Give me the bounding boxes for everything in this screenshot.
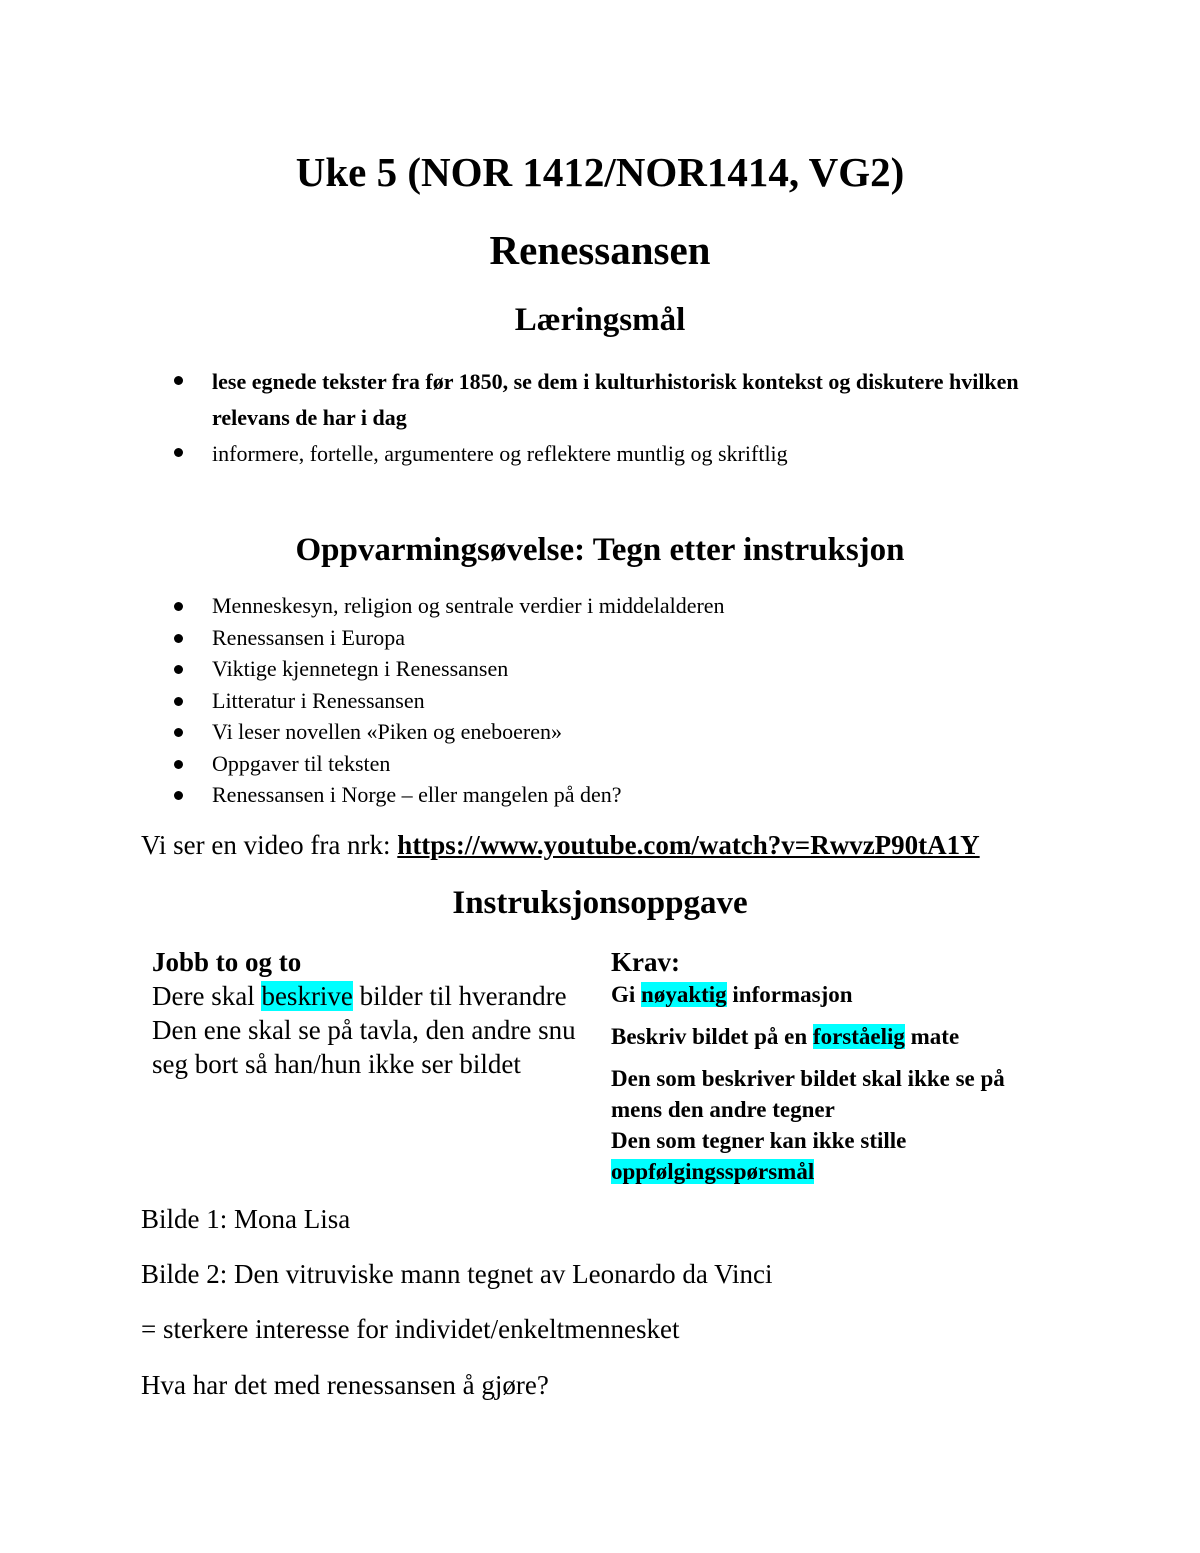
bullet-icon — [174, 602, 183, 611]
paragraph-conclusion: = sterkere interesse for individet/enkeltmennesket — [141, 1314, 680, 1344]
video-intro-text: Vi ser en video fra nrk: — [141, 830, 398, 860]
warmup-heading: Oppvarmingsøvelse: Tegn etter instruksjon — [295, 532, 905, 568]
task-left-column — [152, 945, 582, 1081]
page-subtitle: Renessansen — [489, 227, 711, 273]
list-item: Renessansen i Norge – eller mangelen på den? — [174, 779, 1054, 811]
list-item: Renessansen i Europa — [174, 622, 1054, 654]
list-item: Vi leser novellen «Piken og eneboeren» — [174, 716, 1054, 748]
goals-heading: Læringsmål — [514, 302, 686, 338]
left-instruction-1: Dere skal beskrive bilder til hverandre — [152, 981, 567, 1011]
paragraph-picture-2: Bilde 2: Den vitruviske mann tegnet av Leonardo da Vinci — [141, 1259, 773, 1289]
goals-list — [174, 364, 1054, 472]
requirement-4: Den som tegner kan ikke stille oppfølgingsspørsmål — [611, 1128, 907, 1184]
paragraph-picture-1: Bilde 1: Mona Lisa — [141, 1204, 351, 1234]
right-column-title: Krav: — [611, 947, 680, 977]
bullet-icon — [174, 448, 183, 457]
highlighted-word: oppfølgingsspørsmål — [611, 1159, 815, 1184]
requirement-3: Den som beskriver bildet skal ikke se på mens den andre tegner — [611, 1066, 1005, 1122]
list-item: Menneskesyn, religion og sentrale verdier i middelalderen — [174, 590, 1054, 622]
task-right-column — [611, 945, 1061, 1187]
bullet-icon — [174, 728, 183, 737]
bullet-icon — [174, 791, 183, 800]
highlighted-word: forståelig — [812, 1024, 905, 1049]
list-item: informere, fortelle, argumentere og reflektere muntlig og skriftlig — [174, 436, 1054, 472]
paragraph-question: Hva har det med renessansen å gjøre? — [141, 1370, 549, 1400]
page-title: Uke 5 (NOR 1412/NOR1414, VG2) — [295, 149, 905, 195]
left-column-title: Jobb to og to — [152, 947, 302, 977]
list-item: Oppgaver til teksten — [174, 748, 1054, 780]
bullet-icon — [174, 634, 183, 643]
left-instruction-2: Den ene skal se på tavla, den andre snu seg bort så han/hun ikke ser bildet — [152, 1015, 576, 1079]
video-link[interactable]: https://www.youtube.com/watch?v=RwvzP90tA1Y — [397, 830, 980, 860]
video-line — [141, 828, 980, 862]
bullet-icon — [174, 697, 183, 706]
highlighted-word: nøyaktig — [641, 982, 727, 1007]
list-item: lese egnede tekster fra før 1850, se dem i kulturhistorisk kontekst og diskutere hvilken relevans de har i dag — [174, 364, 1054, 436]
list-item: Litteratur i Renessansen — [174, 685, 1054, 717]
bullet-icon — [174, 376, 183, 385]
highlighted-word: beskrive — [261, 981, 353, 1011]
bullet-icon — [174, 665, 183, 674]
bullet-icon — [174, 760, 183, 769]
requirement-1: Gi nøyaktig informasjon — [611, 982, 853, 1007]
task-heading: Instruksjonsoppgave — [452, 885, 748, 921]
requirement-2: Beskriv bildet på en forståelig mate — [611, 1024, 960, 1049]
topics-list — [174, 590, 1054, 811]
list-item: Viktige kjennetegn i Renessansen — [174, 653, 1054, 685]
